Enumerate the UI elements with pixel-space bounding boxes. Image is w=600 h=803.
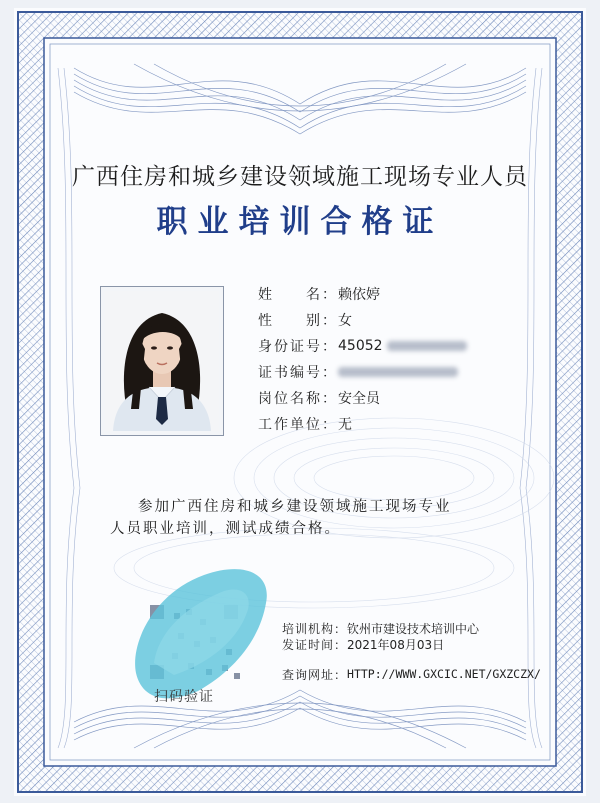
- training-org-row: [282, 620, 541, 636]
- issue-time-label: 发证时间：: [282, 637, 348, 652]
- issue-time-row: [282, 636, 541, 652]
- training-org-value: 钦州市建设技术培训中心: [347, 621, 480, 636]
- field-row-gender: [258, 307, 467, 333]
- certification-statement: [110, 496, 540, 540]
- field-label: 工作单位：: [258, 417, 338, 433]
- certificate-title-line2: 职业培训合格证: [156, 204, 444, 240]
- issuer-info: [282, 620, 541, 682]
- query-url-link[interactable]: HTTP://WWW.GXCIC.NET/GXZCZX/: [347, 667, 541, 681]
- field-row-id-number: [258, 333, 467, 359]
- certificate-sheet: [14, 8, 586, 796]
- training-org-label: 培训机构：: [282, 621, 348, 636]
- statement-line1: 参加广西住房和城乡建设领域施工现场专业: [138, 499, 452, 515]
- field-label: 岗位名称：: [258, 391, 338, 407]
- portrait-photo-frame: [100, 286, 224, 436]
- field-label: 姓 名：: [258, 287, 338, 303]
- holder-position: 安全员: [338, 391, 380, 407]
- field-row-name: [258, 281, 467, 307]
- field-row-cert-number: [258, 359, 467, 385]
- statement-line2: 人员职业培训，测试成绩合格。: [110, 521, 341, 537]
- holder-name: 赖依婷: [338, 287, 380, 303]
- redacted-id-suffix: [387, 341, 467, 351]
- field-label: 身份证号：: [258, 339, 338, 355]
- qr-scan-label: 扫码验证: [154, 689, 214, 705]
- holder-id-number: 45052: [338, 338, 383, 354]
- query-url-row: [282, 666, 541, 682]
- field-row-employer: [258, 411, 467, 437]
- field-row-position: [258, 385, 467, 411]
- verification-qr-code[interactable]: [114, 553, 279, 703]
- field-label: 证书编号：: [258, 365, 338, 381]
- holder-info: [258, 281, 467, 437]
- query-url-label: 查询网址：: [282, 667, 348, 682]
- holder-gender: 女: [338, 313, 352, 329]
- certificate-title-line1: 广西住房和城乡建设领域施工现场专业人员: [72, 164, 528, 190]
- redacted-cert-number: [338, 367, 458, 377]
- issue-time-value: 2021年08月03日: [347, 637, 445, 652]
- portrait-photo: [105, 291, 219, 431]
- holder-employer: 无: [338, 417, 352, 433]
- field-label: 性 别：: [258, 313, 338, 329]
